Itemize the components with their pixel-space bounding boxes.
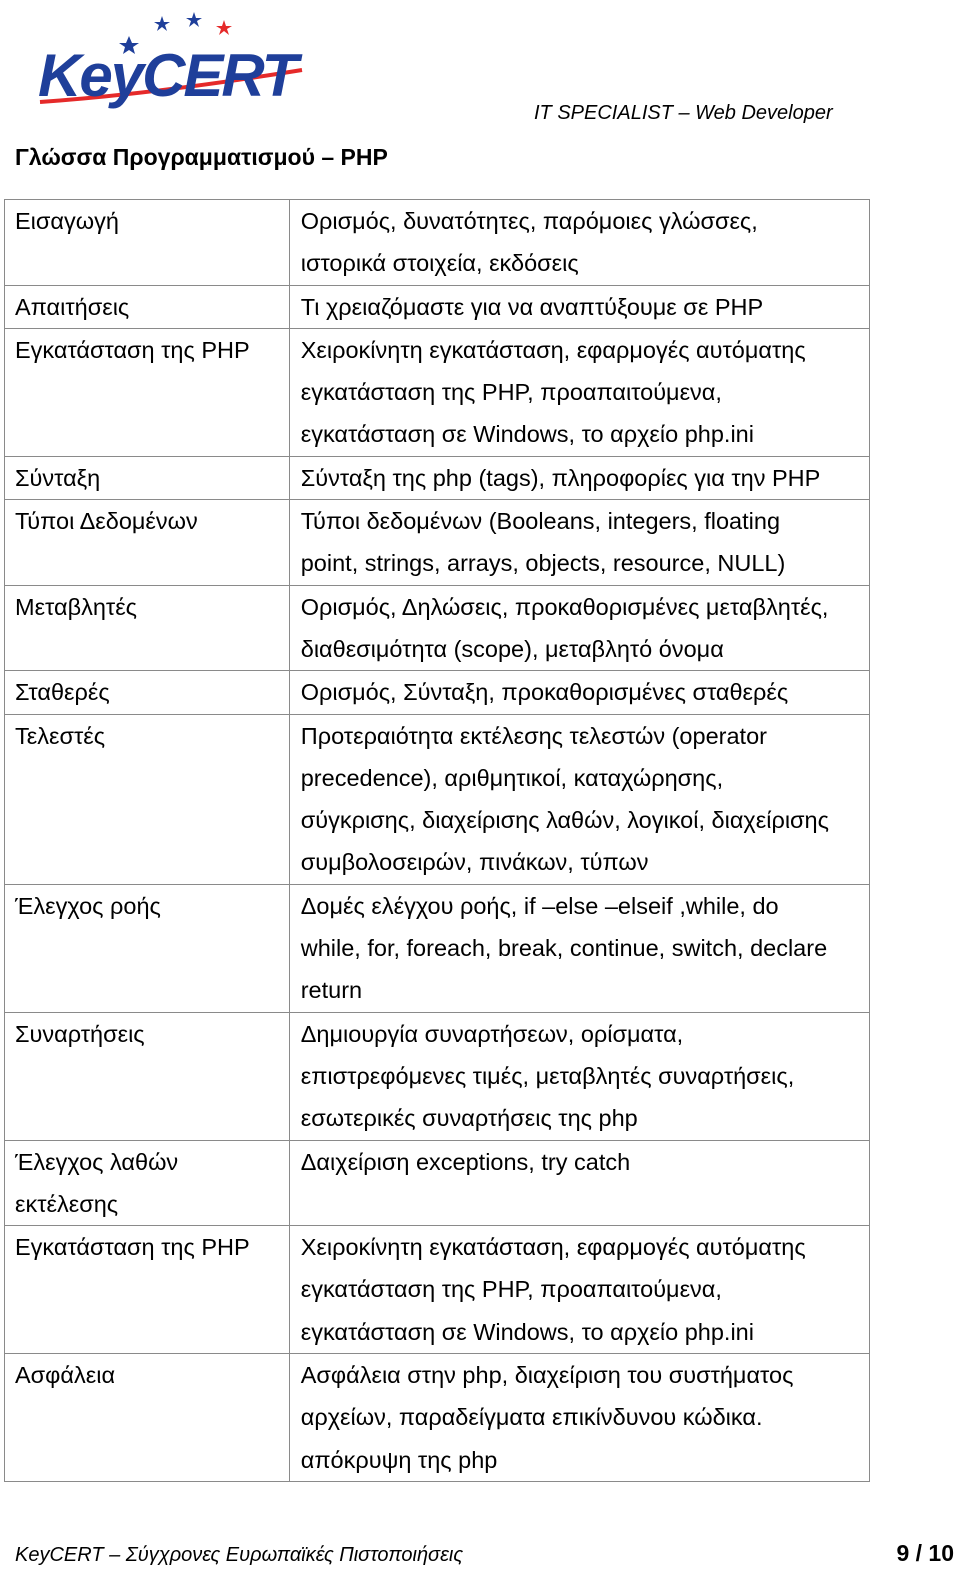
topic-text: Μεταβλητές (15, 593, 138, 620)
description-text: Δομές ελέγχου ροής, if –else –elseif ,while, do while, for, foreach, break, continue, switch, declare return (300, 892, 828, 1004)
description-cell (289, 500, 869, 586)
page-title: Γλώσσα Προγραμματισμού – PHP (15, 144, 388, 170)
description-cell (289, 1354, 869, 1482)
topic-cell (5, 1012, 290, 1140)
topic-text: Εγκατάσταση της PHP (15, 336, 250, 363)
topic-cell (5, 200, 290, 286)
description-text: Ορισμός, δυνατότητες, παρόμοιες γλώσσες, ιστορικά στοιχεία, εκδόσεις (300, 208, 758, 277)
table-row (5, 585, 870, 671)
topic-text: Απαιτήσεις (15, 293, 130, 320)
description-text: Δημιουργία συναρτήσεων, ορίσματα, επιστρεφόμενες τιμές, μεταβλητές συναρτήσεις, εσωτερικές συναρτήσεις της php (300, 1020, 795, 1132)
table-row (5, 285, 870, 328)
description-text: Χειροκίνητη εγκατάσταση, εφαρμογές αυτόματης εγκατάσταση της PHP, προαπαιτούμενα, εγκατάσταση σε Windows, το αρχείο php.ini (300, 336, 806, 448)
logo-text: KeyCERT (38, 42, 297, 109)
description-cell (289, 714, 869, 884)
topic-text: Εγκατάσταση της PHP (15, 1234, 250, 1261)
topic-cell (5, 328, 290, 456)
table-row (5, 200, 870, 286)
topic-cell (5, 1140, 290, 1226)
table-row (5, 1140, 870, 1226)
topic-text: Έλεγχος λαθών εκτέλεσης (15, 1148, 179, 1217)
topic-cell (5, 456, 290, 499)
topic-text: Εισαγωγή (15, 208, 119, 234)
topic-text: Σταθερές (15, 679, 110, 706)
description-cell (289, 1140, 869, 1226)
description-text: Δαιχείριση exceptions, try catch (300, 1148, 631, 1175)
table-row (5, 671, 870, 714)
description-cell (289, 456, 869, 499)
table-row (5, 714, 870, 884)
topic-cell (5, 500, 290, 586)
topic-text: Σύνταξη (15, 464, 101, 491)
description-cell (289, 200, 869, 286)
description-text: Τύποι δεδομένων (Booleans, integers, floating point, strings, arrays, objects, resource, NULL) (300, 508, 786, 577)
stars-arc-logo-icon (34, 8, 314, 113)
description-cell (289, 285, 869, 328)
description-cell (289, 585, 869, 671)
description-text: Προτεραιότητα εκτέλεσης τελεστών (operator precedence), αριθμητικοί, καταχώρησης, σύγκρισης, διαχείρισης λαθών, λογικοί, διαχείρισης συμβολοσειρών, πινάκων, τύπων (300, 722, 829, 876)
topic-cell (5, 1226, 290, 1354)
table-row (5, 328, 870, 456)
topic-text: Τελεστές (15, 722, 106, 749)
description-text: Ορισμός, Δηλώσεις, προκαθορισμένες μεταβλητές, διαθεσιμότητα (scope), μεταβλητό όνομα (300, 593, 829, 662)
footer-text: KeyCERT – Σύγχρονες Ευρωπαϊκές Πιστοποιήσεις (15, 1544, 464, 1566)
header-subtitle: IT SPECIALIST – Web Developer (534, 102, 833, 124)
topic-cell (5, 671, 290, 714)
description-text: Ορισμός, Σύνταξη, προκαθορισμένες σταθερές (300, 679, 789, 706)
topic-cell (5, 1354, 290, 1482)
description-text: Χειροκίνητη εγκατάσταση, εφαρμογές αυτόματης εγκατάσταση της PHP, προαπαιτούμενα, εγκατάσταση σε Windows, το αρχείο php.ini (300, 1234, 806, 1345)
topic-text: Έλεγχος ροής (15, 892, 161, 919)
description-cell (289, 1226, 869, 1354)
table-row (5, 500, 870, 586)
description-text: Σύνταξη της php (tags), πληροφορίες για την PHP (300, 464, 821, 491)
description-cell (289, 1012, 869, 1140)
table-row (5, 1226, 870, 1354)
topic-cell (5, 585, 290, 671)
syllabus-table (4, 199, 870, 1482)
keycert-logo (34, 8, 314, 113)
description-text: Ασφάλεια στην php, διαχείριση του συστήματος αρχείων, παραδείγματα επικίνδυνου κώδικα. απόκρυψη της php (300, 1362, 794, 1473)
topic-cell (5, 714, 290, 884)
topic-text: Συναρτήσεις (15, 1020, 145, 1047)
table-row (5, 884, 870, 1012)
description-text: Τι χρειαζόμαστε για να αναπτύξουμε σε PHP (300, 293, 764, 320)
table-row (5, 1354, 870, 1482)
table-row (5, 456, 870, 499)
description-cell (289, 671, 869, 714)
topic-text: Ασφάλεια (15, 1362, 116, 1389)
topic-text: Τύποι Δεδομένων (15, 508, 198, 535)
topic-cell (5, 884, 290, 1012)
description-cell (289, 328, 869, 456)
table-row (5, 1012, 870, 1140)
topic-cell (5, 285, 290, 328)
description-cell (289, 884, 869, 1012)
page-number: 9 / 10 (896, 1540, 954, 1566)
